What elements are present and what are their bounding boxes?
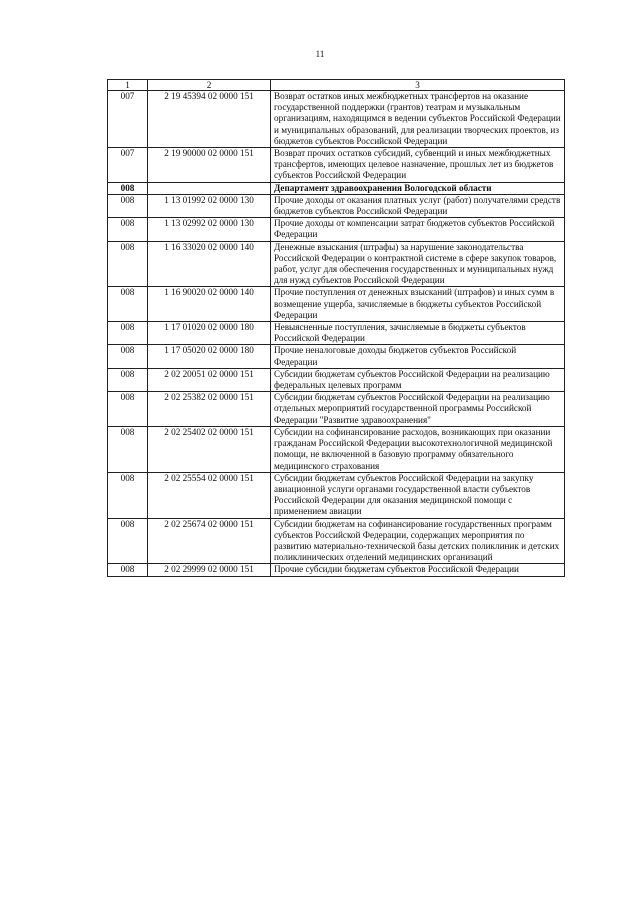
admin-code-cell: 008: [108, 194, 148, 217]
table-header-row: [108, 80, 565, 91]
table-body: [108, 91, 565, 577]
admin-code-cell: 008: [108, 518, 148, 564]
revenue-code-cell: 2 02 25402 02 0000 151: [148, 426, 271, 472]
column-header-3: 3: [271, 80, 565, 91]
column-header-1: 1: [108, 80, 148, 91]
admin-code-cell: 007: [108, 148, 148, 183]
admin-code-cell: 008: [108, 564, 148, 576]
revenue-name-cell: Субсидии бюджетам субъектов Российской Федерации на реализацию федеральных целевых программ: [271, 368, 565, 391]
table-row: [108, 564, 565, 576]
revenue-name-cell: Субсидии бюджетам субъектов Российской Федерации на закупку авиационной услуги органами государственной власти субъектов Российской Федерации для оказания медицинской помощи с применением авиации: [271, 472, 565, 518]
revenue-name-cell: Прочие доходы от компенсации затрат бюджетов субъектов Российской Федерации: [271, 218, 565, 241]
admin-code-cell: 008: [108, 322, 148, 345]
admin-code-cell: 008: [108, 368, 148, 391]
revenue-code-cell: 1 17 01020 02 0000 180: [148, 322, 271, 345]
revenue-name-cell: Прочие поступления от денежных взысканий (штрафов) и иных сумм в возмещение ущерба, зачисляемые в бюджеты субъектов Российской Федерации: [271, 287, 565, 322]
admin-code-cell: 008: [108, 287, 148, 322]
admin-code-cell: 008: [108, 472, 148, 518]
column-header-2: 2: [148, 80, 271, 91]
revenue-code-cell: 2 19 45394 02 0000 151: [148, 91, 271, 148]
revenue-code-cell: 1 17 05020 02 0000 180: [148, 345, 271, 368]
revenue-code-table: [107, 79, 565, 577]
revenue-name-cell: Возврат остатков иных межбюджетных трансфертов на оказание государственной поддержки (грантов) театрам и музыкальным организациям, находящимся в ведении субъектов Российской Федерации и муниципальных образований, для реализации творческих проектов, из бюджетов субъектов Российской Федерации: [271, 91, 565, 148]
revenue-code-cell: 2 02 25554 02 0000 151: [148, 472, 271, 518]
table-row: [108, 518, 565, 564]
admin-code-cell: 008: [108, 345, 148, 368]
table-row: [108, 472, 565, 518]
table-row: [108, 322, 565, 345]
revenue-code-cell: 2 02 25674 02 0000 151: [148, 518, 271, 564]
revenue-name-cell: Прочие доходы от оказания платных услуг (работ) получателями средств бюджетов субъектов Российской Федерации: [271, 194, 565, 217]
revenue-code-cell: 2 02 20051 02 0000 151: [148, 368, 271, 391]
revenue-code-cell: 2 02 29999 02 0000 151: [148, 564, 271, 576]
revenue-code-cell: [148, 182, 271, 194]
table-row: [108, 392, 565, 427]
revenue-name-cell: Возврат прочих остатков субсидий, субвенций и иных межбюджетных трансфертов, имеющих целевое назначение, прошлых лет из бюджетов субъектов Российской Федерации: [271, 148, 565, 183]
revenue-code-cell: 2 02 25382 02 0000 151: [148, 392, 271, 427]
table-row: [108, 241, 565, 287]
admin-code-cell: 008: [108, 426, 148, 472]
revenue-code-cell: 2 19 90000 02 0000 151: [148, 148, 271, 183]
admin-code-cell: 008: [108, 218, 148, 241]
admin-code-cell: 008: [108, 241, 148, 287]
revenue-code-cell: 1 16 90020 02 0000 140: [148, 287, 271, 322]
admin-code-cell: 008: [108, 182, 148, 194]
revenue-code-cell: 1 16 33020 02 0000 140: [148, 241, 271, 287]
revenue-name-cell: Субсидии на софинансирование расходов, возникающих при оказании гражданам Российской Федерации высокотехнологичной медицинской помощи, не включенной в базовую программу обязательного медицинского страхования: [271, 426, 565, 472]
table-row: [108, 194, 565, 217]
revenue-code-cell: 1 13 02992 02 0000 130: [148, 218, 271, 241]
table-row: [108, 368, 565, 391]
table-row: [108, 91, 565, 148]
table-row: [108, 148, 565, 183]
revenue-name-cell: Денежные взыскания (штрафы) за нарушение законодательства Российской Федерации о контрактной системе в сфере закупок товаров, работ, услуг для обеспечения государственных и муниципальных нужд для нужд субъектов Российской Федерации: [271, 241, 565, 287]
table-row: [108, 345, 565, 368]
table-row: [108, 287, 565, 322]
revenue-name-cell: Невыясненные поступления, зачисляемые в бюджеты субъектов Российской Федерации: [271, 322, 565, 345]
table-row: [108, 218, 565, 241]
revenue-name-cell: Субсидии бюджетам на софинансирование государственных программ субъектов Российской Федерации, содержащих мероприятия по развитию материально-технической базы детских поликлиник и детских поликлинических отделений медицинских организаций: [271, 518, 565, 564]
table-row: [108, 182, 565, 194]
admin-code-cell: 007: [108, 91, 148, 148]
admin-code-cell: 008: [108, 392, 148, 427]
table-row: [108, 426, 565, 472]
revenue-code-cell: 1 13 01992 02 0000 130: [148, 194, 271, 217]
page-number: 11: [315, 49, 325, 59]
revenue-name-cell: Субсидии бюджетам субъектов Российской Федерации на реализацию отдельных мероприятий государственной программы Российской Федерации "Развитие здравоохранения": [271, 392, 565, 427]
revenue-name-cell: Прочие неналоговые доходы бюджетов субъектов Российской Федерации: [271, 345, 565, 368]
revenue-name-cell: Прочие субсидии бюджетам субъектов Российской Федерации: [271, 564, 565, 576]
revenue-name-cell: Департамент здравоохранения Вологодской области: [271, 182, 565, 194]
